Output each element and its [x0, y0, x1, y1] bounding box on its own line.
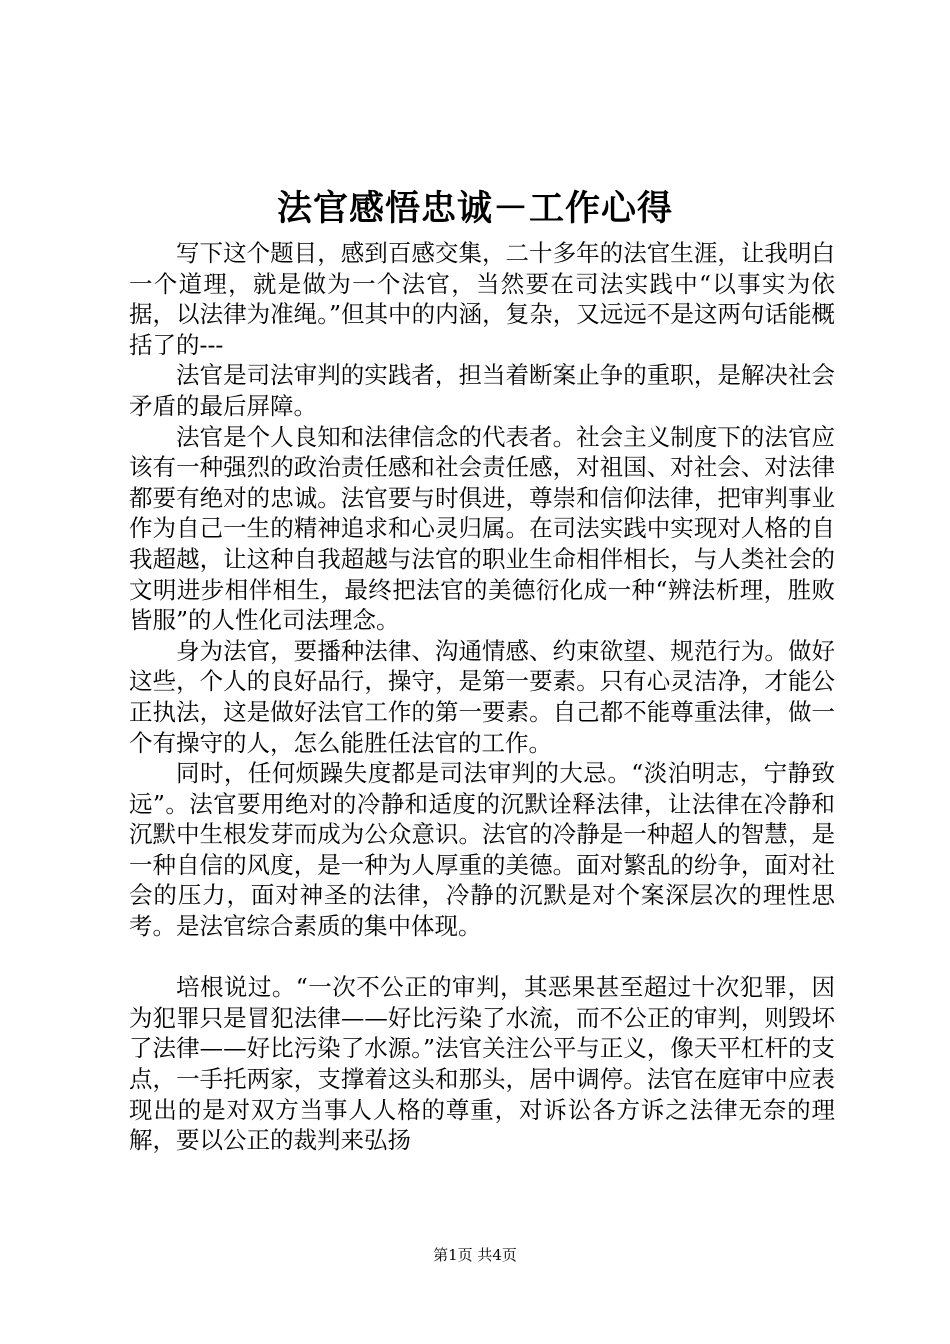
paragraph-2: 法官是司法审判的实践者，担当着断案止争的重职，是解决社会矛盾的最后屏障。: [129, 361, 835, 420]
paragraph-4: 身为法官，要播种法律、沟通情感、约束欲望、规范行为。做好这些，个人的良好品行，操守，是第一要素。只有心灵洁净，才能公正执法，这是做好法官工作的第一要素。自己都不能尊重法律，做一个有操守的人，怎么能胜任法官的工作。: [129, 636, 835, 757]
document-body: [129, 238, 835, 1156]
paragraph-3: 法官是个人良知和法律信念的代表者。社会主义制度下的法官应该有一种强烈的政治责任感和社会责任感，对祖国、对社会、对法律都要有绝对的忠诚。法官要与时俱进，尊崇和信仰法律，把审判事业作为自己一生的精神追求和心灵归属。在司法实践中实现对人格的自我超越，让这种自我超越与法官的职业生命相伴相长，与人类社会的文明进步相伴相生，最终把法官的美德衍化成一种“辨法析理，胜败皆服”的人性化司法理念。: [129, 422, 835, 635]
document-title: 法官感悟忠诚－工作心得: [276, 188, 673, 229]
paragraph-1: 写下这个题目，感到百感交集，二十多年的法官生涯，让我明白一个道理，就是做为一个法官，当然要在司法实践中“以事实为依据，以法律为准绳。”但其中的内涵，复杂，又远远不是这两句话能概括了的---: [129, 239, 835, 359]
paragraph-6: 培根说过。“一次不公正的审判，其恶果甚至超过十次犯罪，因为犯罪只是冒犯法律——好比污染了水流，而不公正的审判，则毁坏了法律——好比污染了水源。”法官关注公平与正义，像天平杠杆的支点，一手托两家，支撑着这头和那头，居中调停。法官在庭审中应表现出的是对双方当事人人格的尊重，对诉讼各方诉之法律无奈的理解，要以公正的裁判来弘扬: [129, 973, 835, 1155]
page-footer: 第1页 共4页: [433, 1246, 517, 1264]
paragraph-5: 同时，任何烦躁失度都是司法审判的大忌。“淡泊明志，宁静致远”。法官要用绝对的冷静和适度的沉默诠释法律，让法律在冷静和沉默中生根发芽而成为公众意识。法官的冷静是一种超人的智慧，是一种自信的风度，是一种为人厚重的美德。面对繁乱的纷争，面对社会的压力，面对神圣的法律，冷静的沉默是对个案深层次的理性思考。是法官综合素质的集中体现。: [129, 759, 835, 941]
